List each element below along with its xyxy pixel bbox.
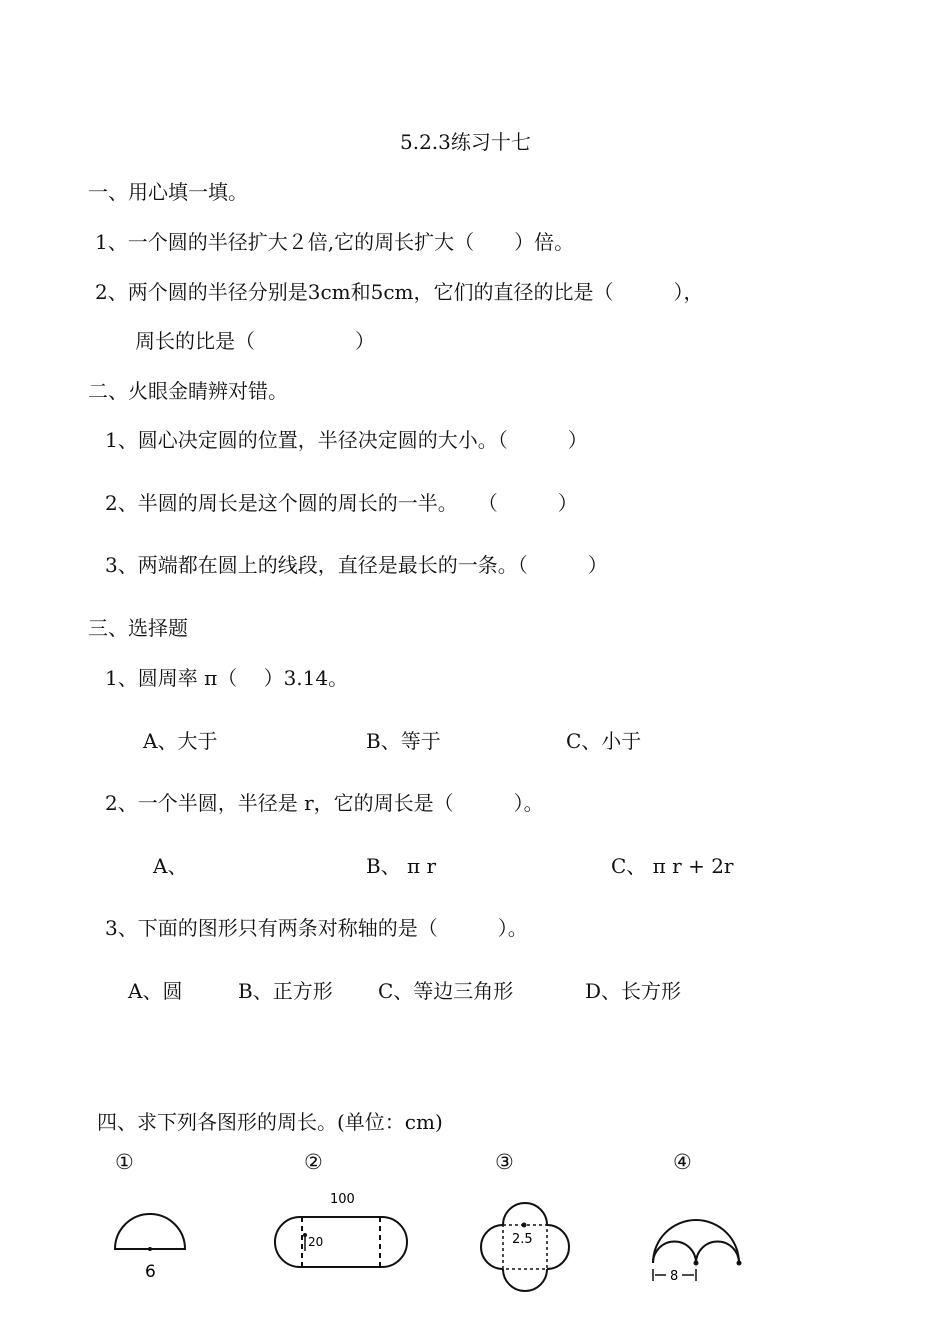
page-title: 5.2.3练习十七	[400, 130, 531, 154]
q1-option-b: B、等于	[366, 729, 441, 753]
q2-option-b: B、 π r	[366, 854, 437, 878]
section1-question-2-line1: 2、两个圆的半径分别是3cm和5cm，它们的直径的比是（ ），	[95, 280, 704, 304]
section2-question-3: 3、两端都在圆上的线段，直径是最长的一条。（ ）	[105, 553, 608, 577]
q3-option-d: D、长方形	[585, 979, 682, 1003]
section3-question-3: 3、下面的图形只有两条对称轴的是（ ）。	[105, 916, 528, 940]
section3-heading: 三、选择题	[88, 616, 188, 640]
figure-2-width-label: 100	[330, 1192, 355, 1207]
figure-number-1: ①	[115, 1150, 134, 1174]
figure-number-4: ④	[673, 1150, 692, 1174]
section2-heading: 二、火眼金睛辨对错。	[88, 379, 288, 403]
section3-question-1: 1、圆周率 π（ ）3.14。	[105, 666, 349, 690]
figure-number-3: ③	[495, 1150, 514, 1174]
figure-1-semicircle	[100, 1195, 200, 1285]
q1-option-a: A、大于	[143, 729, 218, 753]
q3-option-c: C、等边三角形	[378, 979, 514, 1003]
figure-4-arcs	[640, 1205, 755, 1290]
figure-4-label: 8	[670, 1269, 679, 1284]
section1-question-2-line2: 周长的比是（ ）	[135, 329, 375, 353]
section2-question-1: 1、圆心决定圆的位置，半径决定圆的大小。（ ）	[105, 428, 588, 452]
section4-heading: 四、求下列各图形的周长。(单位：cm)	[97, 1110, 443, 1134]
figure-3-label: 2.5	[512, 1232, 533, 1247]
q1-option-c: C、小于	[566, 729, 642, 753]
q2-option-a: A、	[153, 854, 188, 878]
figure-2-stadium	[270, 1185, 420, 1275]
section1-question-1: 1、一个圆的半径扩大２倍,它的周长扩大（ ）倍。	[95, 230, 575, 254]
figure-2-height-label: 20	[308, 1235, 324, 1249]
q3-option-b: B、正方形	[238, 979, 333, 1003]
figure-1-label: 6	[145, 1262, 156, 1282]
figure-number-2: ②	[304, 1150, 323, 1174]
q3-option-a: A、圆	[128, 979, 183, 1003]
figure-3-quatrefoil	[470, 1195, 580, 1305]
section2-question-2: 2、半圆的周长是这个圆的周长的一半。 （ ）	[105, 491, 578, 515]
q2-option-c: C、 π r + 2r	[611, 854, 734, 878]
section1-heading: 一、用心填一填。	[88, 180, 248, 204]
section3-question-2: 2、一个半圆，半径是 r，它的周长是（ ）。	[105, 791, 544, 815]
